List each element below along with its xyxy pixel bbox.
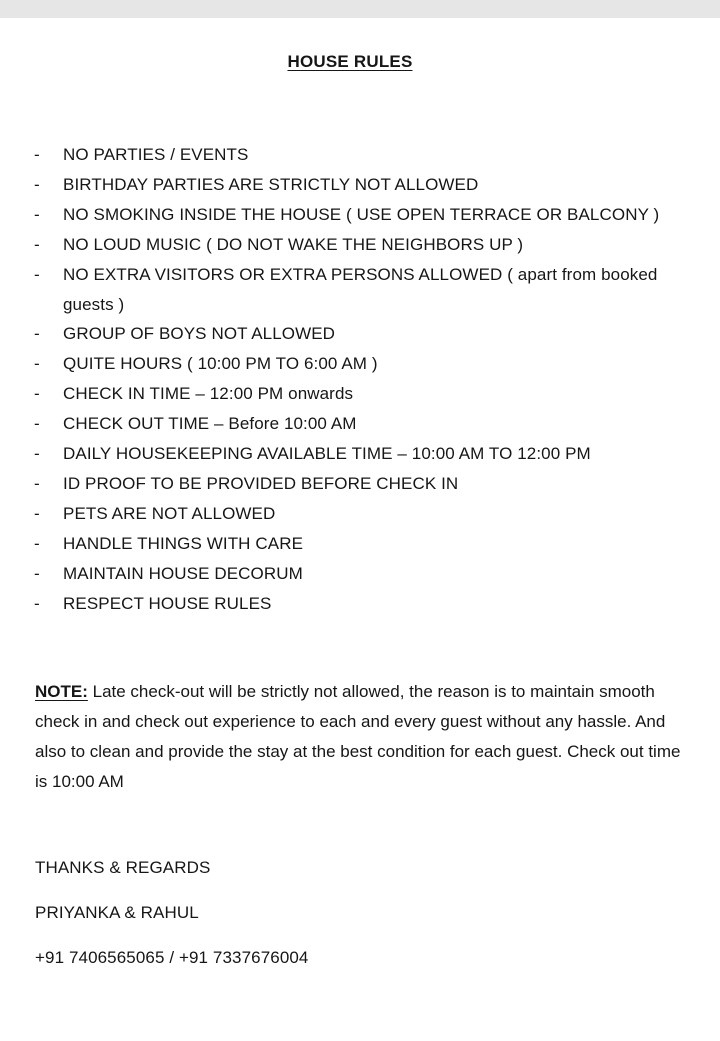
rule-text: CHECK IN TIME – 12:00 PM onwards	[63, 384, 354, 404]
contact-phones: +91 7406565065 / +91 7337676004	[35, 948, 309, 967]
dash-bullet-icon: -	[34, 204, 40, 224]
dash-bullet-icon: -	[34, 414, 40, 434]
dash-bullet-icon: -	[34, 145, 40, 164]
rule-text: NO EXTRA VISITORS OR EXTRA PERSONS ALLOWED ( apart from booked guests )	[63, 264, 658, 314]
note-label: NOTE:	[35, 682, 88, 701]
rule-text: HANDLE THINGS WITH CARE	[63, 533, 304, 553]
rule-text: DAILY HOUSEKEEPING AVAILABLE TIME – 10:00 AM TO 12:00 PM	[63, 444, 591, 464]
host-names: PRIYANKA & RAHUL	[35, 903, 199, 922]
rule-item	[0, 230, 690, 260]
rule-text: PETS ARE NOT ALLOWED	[63, 503, 276, 523]
rule-text: QUITE HOURS ( 10:00 PM TO 6:00 AM )	[63, 354, 378, 374]
dash-bullet-icon: -	[34, 384, 40, 404]
rule-item	[0, 409, 690, 439]
rule-item	[0, 140, 690, 170]
rule-text: NO LOUD MUSIC ( DO NOT WAKE THE NEIGHBORS UP )	[63, 234, 524, 254]
rules-list	[0, 140, 690, 619]
regards-line: THANKS & REGARDS	[35, 858, 211, 877]
dash-bullet-icon: -	[34, 354, 40, 374]
dash-bullet-icon: -	[34, 234, 40, 254]
note-paragraph	[35, 677, 690, 797]
rule-text: MAINTAIN HOUSE DECORUM	[63, 563, 303, 583]
rule-item	[0, 319, 690, 349]
dash-bullet-icon: -	[34, 174, 40, 194]
rule-text: RESPECT HOUSE RULES	[63, 593, 272, 613]
page-title: HOUSE RULES	[287, 52, 413, 71]
rule-item	[0, 349, 690, 379]
dash-bullet-icon: -	[34, 533, 40, 553]
top-bar	[0, 0, 720, 18]
dash-bullet-icon: -	[34, 324, 40, 344]
dash-bullet-icon: -	[34, 473, 40, 493]
rule-text: NO SMOKING INSIDE THE HOUSE ( USE OPEN TERRACE OR BALCONY )	[63, 204, 660, 224]
dash-bullet-icon: -	[34, 503, 40, 523]
rule-item	[0, 589, 690, 619]
rule-text: BIRTHDAY PARTIES ARE STRICTLY NOT ALLOWED	[63, 174, 479, 194]
dash-bullet-icon: -	[34, 593, 40, 613]
rule-item	[0, 559, 690, 589]
rule-text: GROUP OF BOYS NOT ALLOWED	[63, 324, 336, 344]
rule-item	[0, 469, 690, 499]
rule-item	[0, 379, 690, 409]
rule-text: NO PARTIES / EVENTS	[63, 145, 249, 164]
rule-text: CHECK OUT TIME – Before 10:00 AM	[63, 414, 357, 434]
rule-item	[0, 499, 690, 529]
document-page	[0, 18, 720, 1041]
dash-bullet-icon: -	[34, 563, 40, 583]
rule-item	[0, 260, 690, 320]
rule-item	[0, 529, 690, 559]
rule-item	[0, 200, 690, 230]
note-text: Late check-out will be strictly not allowed, the reason is to maintain smooth check in and check out experience to each and every guest without any hassle. And also to clean and provide the stay at the best condition for each guest. Check out time is 10:00 AM	[35, 682, 681, 791]
dash-bullet-icon: -	[34, 444, 40, 464]
rule-text: ID PROOF TO BE PROVIDED BEFORE CHECK IN	[63, 473, 459, 493]
dash-bullet-icon: -	[34, 264, 40, 284]
rule-item	[0, 439, 690, 469]
rule-item	[0, 170, 690, 200]
